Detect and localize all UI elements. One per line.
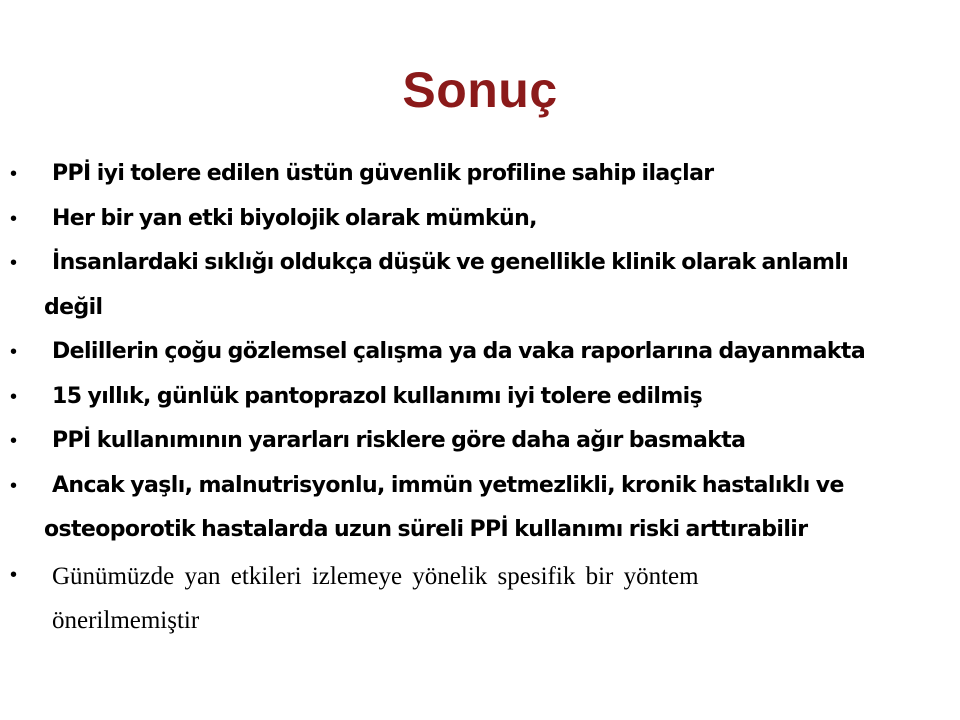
slide-title: Sonuç bbox=[402, 62, 558, 118]
bullet-dot-icon: • bbox=[10, 385, 17, 408]
bullet-text-continuation: önerilmemiştir bbox=[52, 606, 200, 634]
bullet-dot-icon: • bbox=[10, 252, 17, 274]
bullet-item bbox=[0, 419, 960, 464]
bullet-item bbox=[0, 464, 960, 553]
bullet-item bbox=[0, 330, 960, 375]
bullet-dot-icon: • bbox=[10, 207, 17, 230]
bullet-dot-icon: • bbox=[10, 430, 17, 452]
bullet-text: Ancak yaşlı, malnutrisyonlu, immün yetmezlikli, kronik hastalıklı ve bbox=[52, 472, 844, 498]
bullet-text: İnsanlardaki sıklığı oldukça düşük ve genellikle klinik olarak anlamlı bbox=[52, 250, 849, 275]
bullet-dot-icon: • bbox=[10, 341, 17, 363]
bullet-item bbox=[0, 197, 960, 242]
bullet-item bbox=[0, 553, 960, 643]
bullet-item bbox=[0, 241, 960, 330]
bullet-text: 15 yıllık, günlük pantoprazol kullanımı iyi tolere edilmiş bbox=[52, 383, 703, 409]
bullet-dot-icon: • bbox=[10, 163, 17, 185]
bullet-list bbox=[0, 152, 960, 643]
bullet-text: Her bir yan etki biyolojik olarak mümkün, bbox=[52, 205, 537, 231]
bullet-text: Günümüzde yan etkileri izlemeye yönelik spesifik bir yöntem bbox=[52, 562, 699, 590]
bullet-dot-icon: • bbox=[10, 563, 18, 586]
bullet-dot-icon: • bbox=[10, 474, 17, 497]
bullet-text: Delillerin çoğu gözlemsel çalışma ya da vaka raporlarına dayanmakta bbox=[52, 339, 866, 364]
bullet-item bbox=[0, 152, 960, 197]
bullet-text-continuation: değil bbox=[44, 294, 103, 320]
bullet-item bbox=[0, 375, 960, 420]
bullet-text-continuation: osteoporotik hastalarda uzun süreli PPİ kullanımı riski arttırabilir bbox=[44, 517, 808, 542]
bullet-text: PPİ kullanımının yararları risklere göre daha ağır basmakta bbox=[52, 428, 746, 453]
bullet-text: PPİ iyi tolere edilen üstün güvenlik profiline sahip ilaçlar bbox=[52, 161, 714, 186]
